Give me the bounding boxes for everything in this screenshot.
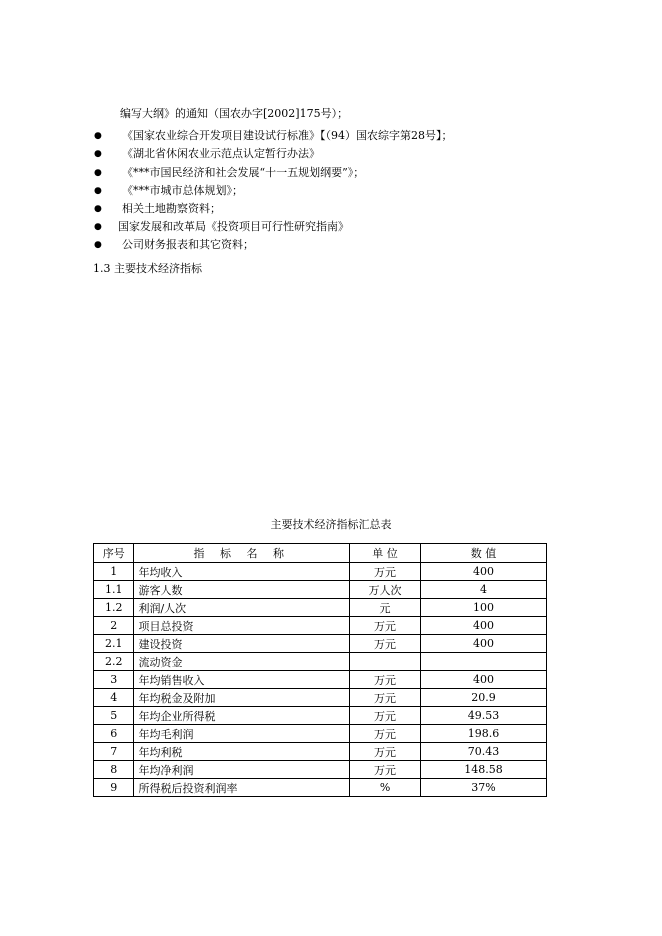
cell-name: 所得税后投资利润率	[134, 779, 350, 797]
header-value: 数 值	[421, 544, 547, 563]
cell-unit	[350, 653, 421, 671]
cell-unit: 万元	[350, 707, 421, 725]
cell-index: 1.1	[94, 581, 134, 599]
table-caption: 主要技术经济指标汇总表	[270, 518, 392, 531]
cell-value: 49.53	[421, 707, 547, 725]
cell-value: 400	[421, 563, 547, 581]
cell-index: 5	[94, 707, 134, 725]
cell-name: 建设投资	[134, 635, 350, 653]
cell-value	[421, 653, 547, 671]
cell-index: 7	[94, 743, 134, 761]
cell-name: 项目总投资	[134, 617, 350, 635]
cell-name: 年均税金及附加	[134, 689, 350, 707]
cell-value: 400	[421, 635, 547, 653]
cell-unit: 元	[350, 599, 421, 617]
table-row	[94, 581, 547, 599]
bullet-item: 相关土地勘察资料；	[122, 202, 221, 215]
cell-name: 年均销售收入	[134, 671, 350, 689]
bullet-item: 《***市城市总体规划》；	[122, 184, 243, 197]
table-row	[94, 707, 547, 725]
table-row	[94, 725, 547, 743]
bullet-item: 《国家农业综合开发项目建设试行标准》【（94）国农综字第28号】；	[122, 129, 453, 142]
cell-index: 3	[94, 671, 134, 689]
cell-unit: 万人次	[350, 581, 421, 599]
bullet-icon: ●	[94, 222, 102, 232]
intro-line: 编写大纲》的通知（国农办字[2002]175号）；	[120, 107, 349, 120]
cell-value: 37%	[421, 779, 547, 797]
table-row	[94, 653, 547, 671]
cell-unit: 万元	[350, 689, 421, 707]
table-row	[94, 779, 547, 797]
summary-table	[93, 543, 547, 797]
bullet-item: 国家发展和改革局《投资项目可行性研究指南》	[118, 220, 349, 233]
bullet-icon: ●	[94, 240, 102, 250]
bullet-icon: ●	[94, 204, 102, 214]
bullet-icon: ●	[94, 149, 102, 159]
table-row	[94, 671, 547, 689]
table-row	[94, 761, 547, 779]
header-index: 序号	[94, 544, 134, 563]
cell-index: 6	[94, 725, 134, 743]
cell-value: 400	[421, 617, 547, 635]
cell-name: 年均利税	[134, 743, 350, 761]
table-row	[94, 635, 547, 653]
cell-index: 2	[94, 617, 134, 635]
cell-name: 年均净利润	[134, 761, 350, 779]
table-row	[94, 563, 547, 581]
cell-unit: 万元	[350, 635, 421, 653]
bullet-icon: ●	[94, 131, 102, 141]
table-row	[94, 689, 547, 707]
bullet-item: 《湖北省休闲农业示范点认定暂行办法》	[122, 147, 320, 160]
cell-value: 20.9	[421, 689, 547, 707]
cell-unit: %	[350, 779, 421, 797]
table-header-row	[94, 544, 547, 563]
cell-name: 流动资金	[134, 653, 350, 671]
cell-index: 2.2	[94, 653, 134, 671]
cell-index: 4	[94, 689, 134, 707]
cell-value: 4	[421, 581, 547, 599]
cell-name: 利润/人次	[134, 599, 350, 617]
cell-name: 游客人数	[134, 581, 350, 599]
bullet-icon: ●	[94, 168, 102, 178]
cell-unit: 万元	[350, 563, 421, 581]
cell-unit: 万元	[350, 617, 421, 635]
cell-index: 9	[94, 779, 134, 797]
header-name: 指 标 名 称	[134, 544, 350, 563]
header-unit: 单 位	[350, 544, 421, 563]
table-row	[94, 743, 547, 761]
cell-index: 8	[94, 761, 134, 779]
bullet-item: 公司财务报表和其它资料；	[122, 238, 254, 251]
cell-unit: 万元	[350, 671, 421, 689]
cell-name: 年均企业所得税	[134, 707, 350, 725]
cell-name: 年均收入	[134, 563, 350, 581]
section-heading: 1.3 主要技术经济指标	[93, 262, 202, 275]
cell-value: 100	[421, 599, 547, 617]
table-row	[94, 599, 547, 617]
table-row	[94, 617, 547, 635]
cell-value: 148.58	[421, 761, 547, 779]
cell-value: 400	[421, 671, 547, 689]
cell-value: 70.43	[421, 743, 547, 761]
cell-value: 198.6	[421, 725, 547, 743]
cell-index: 1.2	[94, 599, 134, 617]
bullet-icon: ●	[94, 186, 102, 196]
bullet-item: 《***市国民经济和社会发展“十一五规划纲要”》；	[122, 166, 365, 179]
cell-unit: 万元	[350, 743, 421, 761]
cell-index: 2.1	[94, 635, 134, 653]
cell-unit: 万元	[350, 725, 421, 743]
cell-unit: 万元	[350, 761, 421, 779]
cell-index: 1	[94, 563, 134, 581]
cell-name: 年均毛利润	[134, 725, 350, 743]
